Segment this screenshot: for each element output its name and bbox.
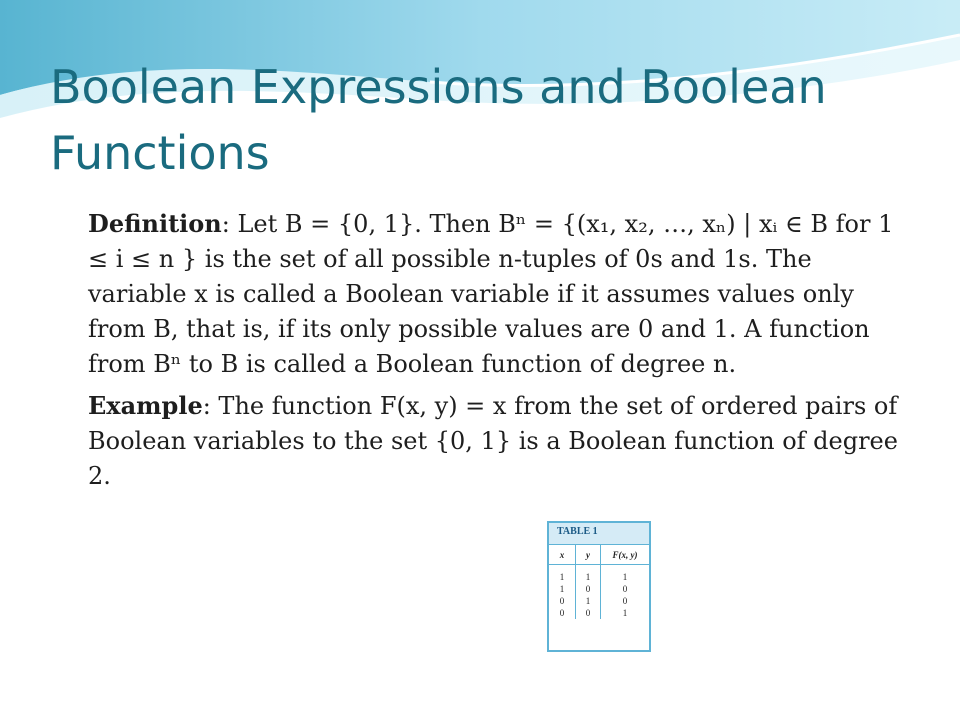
slide-body bbox=[88, 206, 908, 500]
table-cell: 1 bbox=[576, 565, 601, 584]
table-row bbox=[549, 565, 649, 584]
table-cell: 0 bbox=[549, 607, 576, 619]
table-cell: 0 bbox=[622, 596, 628, 606]
definition-label: Definition bbox=[88, 209, 222, 238]
table-cell: 1 bbox=[549, 583, 576, 595]
table-cell: 1 bbox=[576, 595, 601, 607]
table-header-x: x bbox=[549, 545, 576, 565]
table-cell: 1 bbox=[622, 608, 628, 618]
truth-table bbox=[549, 545, 649, 619]
table-row bbox=[549, 583, 649, 595]
slide-title: Boolean Expressions and Boolean Functions bbox=[50, 60, 827, 180]
table-header-y: y bbox=[576, 545, 601, 565]
table-caption: TABLE 1 bbox=[549, 523, 649, 545]
table-header-f: F(x, y) bbox=[601, 545, 650, 565]
example-paragraph bbox=[88, 388, 908, 494]
table-cell: 0 bbox=[549, 595, 576, 607]
table-cell: 1 bbox=[622, 572, 628, 582]
example-text: : The function F(x, y) = x from the set of ordered pairs of Boolean variables to the set {0, 1} is a Boolean function of degree 2. bbox=[88, 392, 898, 490]
table-cell: 0 bbox=[576, 583, 601, 595]
table-row bbox=[549, 595, 649, 607]
table-cell: 0 bbox=[576, 607, 601, 619]
definition-text: : Let B = {0, 1}. Then Bⁿ = {(x₁, x₂, …, xₙ) | xᵢ ∈ B for 1 ≤ i ≤ n } is the set of all possible n-tuples of 0s and 1s. The variable x is called a Boolean variable if it assumes values only from B, that is, if its only possible values are 0 and 1. A function from Bⁿ to B is called a Boolean function of degree n. bbox=[88, 210, 894, 378]
truth-table-figure bbox=[547, 521, 651, 652]
table-row bbox=[549, 607, 649, 619]
table-cell: 0 bbox=[622, 584, 628, 594]
definition-paragraph bbox=[88, 206, 908, 382]
table-cell: 1 bbox=[549, 565, 576, 584]
example-label: Example bbox=[88, 391, 203, 420]
